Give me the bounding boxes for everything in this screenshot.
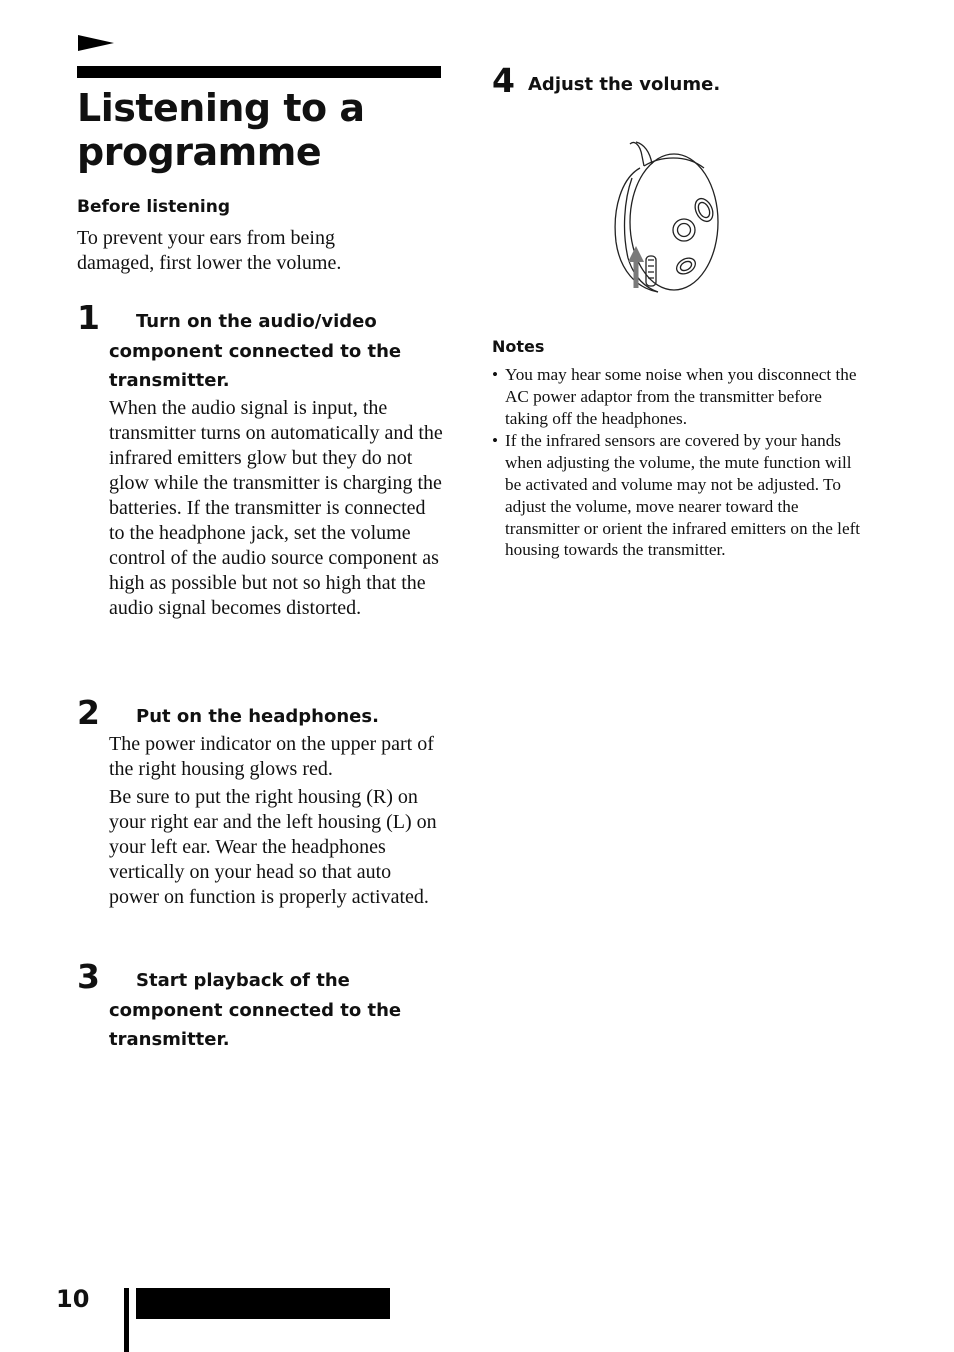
step-1-text: When the audio signal is input, the transmitter turns on automatically and the infrared emitters glow but they do not glow while the transmitter is charging the batteries. If the transmitter is connected to the headphone jack, set the volume control of the audio source component as high as possible but not so high that the audio signal becomes distorted. [109,397,443,619]
step-3-heading-text: Start playback of the component connected to the transmitter. [109,970,402,1050]
page-number: 10 [56,1285,90,1313]
before-listening-heading: Before listening [77,197,231,217]
note-item: • If the infrared sensors are covered by your hands when adjusting the volume, the mute function will be activated and volume may not be adjusted. To adjust the volume, move nearer toward the transmitter or orient the infrared emitters on the left housing towards the transmitter. [492,430,862,561]
step-2-number: 2 [77,693,100,732]
step-2-heading-text: Put on the headphones. [136,706,379,727]
section-arrow-icon [78,35,114,51]
step-1-heading-text: Turn on the audio/video component connected to the transmitter. [109,311,402,391]
step-3-heading [109,966,429,1055]
step-2-heading [109,702,429,732]
step-4-number: 4 [492,61,515,100]
footer-rule [124,1288,129,1352]
step-3-number: 3 [77,957,100,996]
headphone-housing-volume-illustration [600,138,730,298]
page-title: Listening to a programme [77,86,365,174]
notes-list [492,364,862,562]
step-2-text-1: The power indicator on the upper part of the right housing glows red. [109,733,434,780]
title-rule [77,66,441,78]
step-1-heading [109,307,429,396]
notes-heading: Notes [492,337,545,356]
step-1-number: 1 [77,298,100,337]
step-4-heading: Adjust the volume. [528,74,721,95]
step-2-text-2: Be sure to put the right housing (R) on your right ear and the left housing (L) on your left ear. Wear the headphones vertically on your head so that auto power on function is properly activated. [109,786,437,908]
note-item: • You may hear some noise when you disconnect the AC power adaptor from the transmitter before taking off the headphones. [492,364,862,429]
footer-tab [136,1288,390,1319]
before-listening-text: To prevent your ears from being damaged, first lower the volume. [77,227,342,274]
